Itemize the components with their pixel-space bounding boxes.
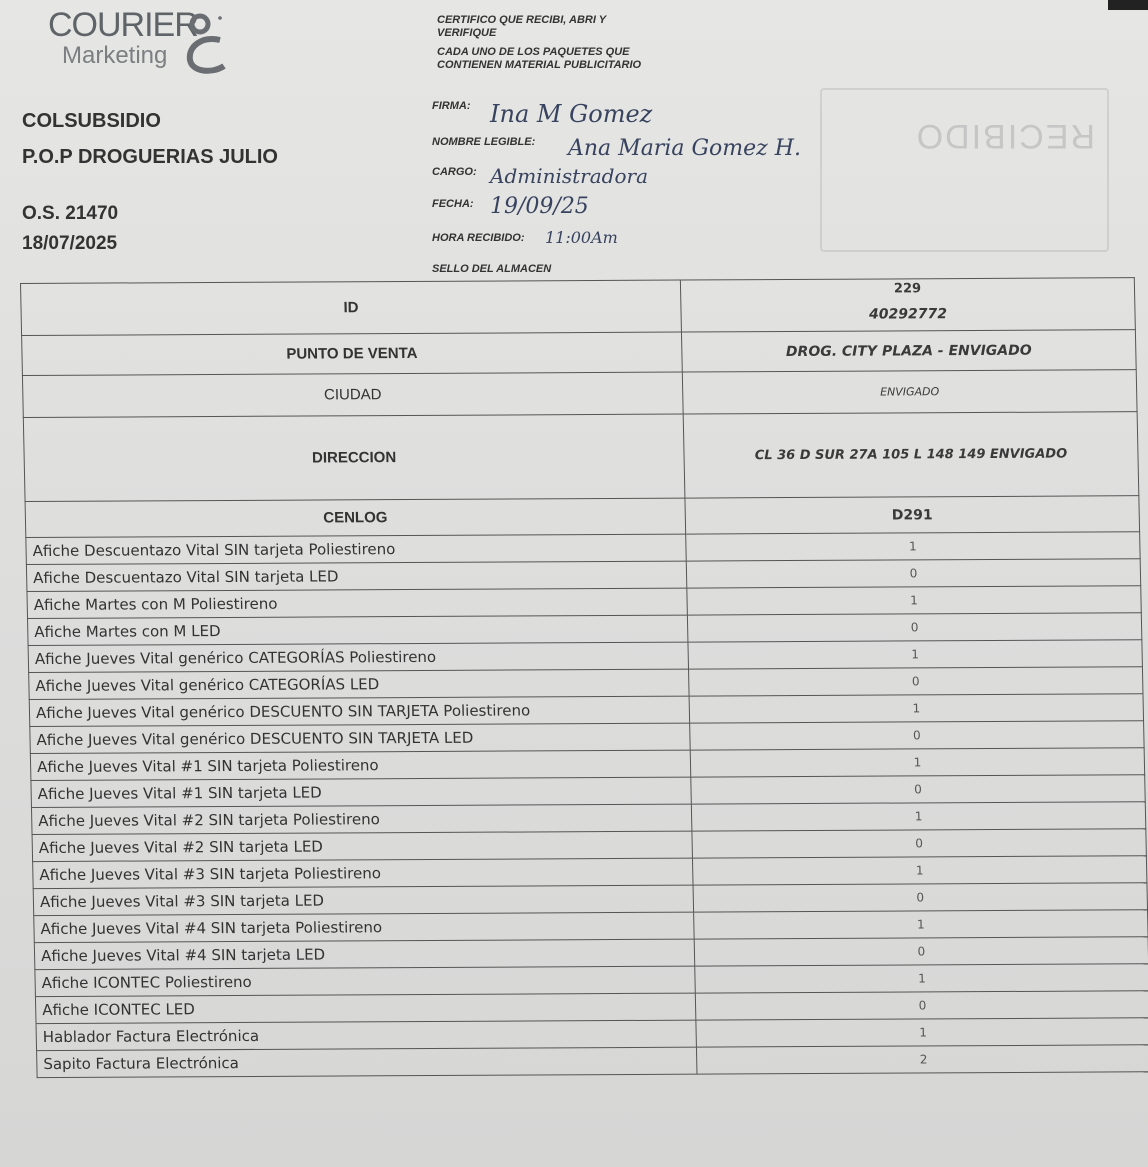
certification-text [437, 14, 717, 72]
cargo-value: Administradora [490, 164, 648, 188]
table-label: CIUDAD [22, 372, 683, 417]
item-name: Afiche Jueves Vital genérico DESCUENTO SIN TARJETA Poliestireno [29, 696, 689, 726]
cert-line: CADA UNO DE LOS PAQUETES QUE [437, 46, 630, 58]
item-name: Hablador Factura Electrónica [36, 1020, 696, 1050]
table-value-cell [680, 278, 1135, 332]
item-name: Afiche Martes con M LED [28, 615, 688, 645]
item-quantity: 1 [694, 910, 1148, 939]
firma-label: FIRMA: [432, 100, 471, 112]
cargo-label: CARGO: [432, 166, 477, 178]
table-value: ENVIGADO [682, 370, 1137, 414]
delivery-table [20, 277, 1148, 1078]
fecha-value: 19/09/25 [490, 194, 589, 219]
nombre-value: Ana Maria Gomez H. [568, 136, 801, 161]
courier-marketing-logo [48, 6, 238, 76]
item-quantity: 1 [686, 532, 1140, 561]
item-quantity: 1 [687, 586, 1141, 615]
background-edge [1108, 0, 1148, 10]
item-name: Afiche Jueves Vital genérico CATEGORÍAS LED [29, 669, 689, 699]
item-name: Afiche Jueves Vital #3 SIN tarjeta Poliestireno [33, 858, 693, 888]
item-quantity: 1 [691, 802, 1145, 831]
item-name: Afiche Jueves Vital genérico DESCUENTO SIN TARJETA LED [30, 723, 690, 753]
hora-label: HORA RECIBIDO: [432, 232, 525, 244]
faded-received-stamp: RECIBIDO [914, 117, 1095, 155]
table-value: DROG. CITY PLAZA - ENVIGADO [681, 330, 1136, 372]
item-name: Afiche Jueves Vital #1 SIN tarjeta LED [31, 777, 691, 807]
logo-courier-text: COURIER [48, 6, 198, 44]
cert-line: CONTIENEN MATERIAL PUBLICITARIO [437, 59, 642, 71]
table-row-ciudad [22, 370, 1137, 418]
item-quantity: 1 [688, 640, 1142, 669]
item-quantity: 0 [686, 559, 1140, 588]
item-quantity: 1 [690, 748, 1144, 777]
item-name: Afiche Jueves Vital #4 SIN tarjeta LED [34, 939, 694, 969]
item-quantity: 0 [691, 775, 1145, 804]
table-value: D291 [685, 496, 1140, 534]
item-name: Afiche Jueves Vital genérico CATEGORÍAS Poliestireno [28, 642, 688, 672]
item-name: Afiche ICONTEC LED [35, 993, 695, 1023]
table-label: PUNTO DE VENTA [22, 332, 683, 375]
item-quantity: 2 [696, 1045, 1148, 1074]
sello-label: SELLO DEL ALMACEN [432, 263, 552, 275]
item-quantity: 0 [687, 613, 1141, 642]
table-value: 40292772 [868, 305, 948, 323]
item-name: Afiche Jueves Vital #4 SIN tarjeta Poliestireno [34, 912, 694, 942]
ampersand-logo-icon [180, 10, 230, 74]
item-quantity: 0 [695, 991, 1148, 1020]
item-quantity: 1 [695, 964, 1148, 993]
item-name: Afiche Descuentazo Vital SIN tarjeta Poliestireno [26, 534, 686, 564]
cert-line: CERTIFICO QUE RECIBI, ABRI Y [437, 14, 607, 26]
table-value: CL 36 D SUR 27A 105 L 148 149 ENVIGADO [683, 412, 1139, 498]
table-row-punto-de-venta [22, 330, 1137, 376]
table-row [37, 1045, 1148, 1078]
item-name: Afiche ICONTEC Poliestireno [35, 966, 695, 996]
item-name: Afiche Jueves Vital #3 SIN tarjeta LED [33, 885, 693, 915]
cert-line: VERIFIQUE [437, 27, 497, 39]
delivery-table-wrapper [20, 277, 1148, 1073]
table-label: CENLOG [25, 498, 686, 537]
table-label: ID [21, 280, 682, 335]
hora-value: 11:00Am [545, 228, 618, 247]
item-quantity: 0 [692, 829, 1146, 858]
fecha-label: FECHA: [432, 198, 474, 210]
nombre-label: NOMBRE LEGIBLE: [432, 136, 536, 148]
table-row-cenlog [25, 496, 1140, 538]
item-quantity: 0 [694, 937, 1148, 966]
item-name: Afiche Martes con M Poliestireno [27, 588, 687, 618]
campaign-name: P.O.P DROGUERIAS JULIO [22, 146, 278, 168]
item-name: Sapito Factura Electrónica [37, 1047, 697, 1077]
firma-signature: Ina M Gomez [490, 100, 653, 128]
table-row-id [21, 278, 1136, 336]
item-quantity: 0 [689, 667, 1143, 696]
table-row-direccion [23, 412, 1139, 502]
item-quantity: 0 [690, 721, 1144, 750]
table-label: DIRECCION [23, 414, 685, 501]
client-name: COLSUBSIDIO [22, 110, 161, 132]
item-name: Afiche Descuentazo Vital SIN tarjeta LED [26, 561, 686, 591]
item-quantity: 0 [693, 883, 1147, 912]
item-quantity: 1 [692, 856, 1146, 885]
item-name: Afiche Jueves Vital #1 SIN tarjeta Poliestireno [30, 750, 690, 780]
items-body [26, 532, 1148, 1078]
item-quantity: 1 [696, 1018, 1148, 1047]
item-quantity: 1 [689, 694, 1143, 723]
row-number: 229 [893, 281, 922, 297]
item-name: Afiche Jueves Vital #2 SIN tarjeta Poliestireno [31, 804, 691, 834]
logo-marketing-text: Marketing [62, 42, 168, 69]
order-number: O.S. 21470 [22, 203, 119, 224]
document-date: 18/07/2025 [22, 233, 118, 254]
item-name: Afiche Jueves Vital #2 SIN tarjeta LED [32, 831, 692, 861]
